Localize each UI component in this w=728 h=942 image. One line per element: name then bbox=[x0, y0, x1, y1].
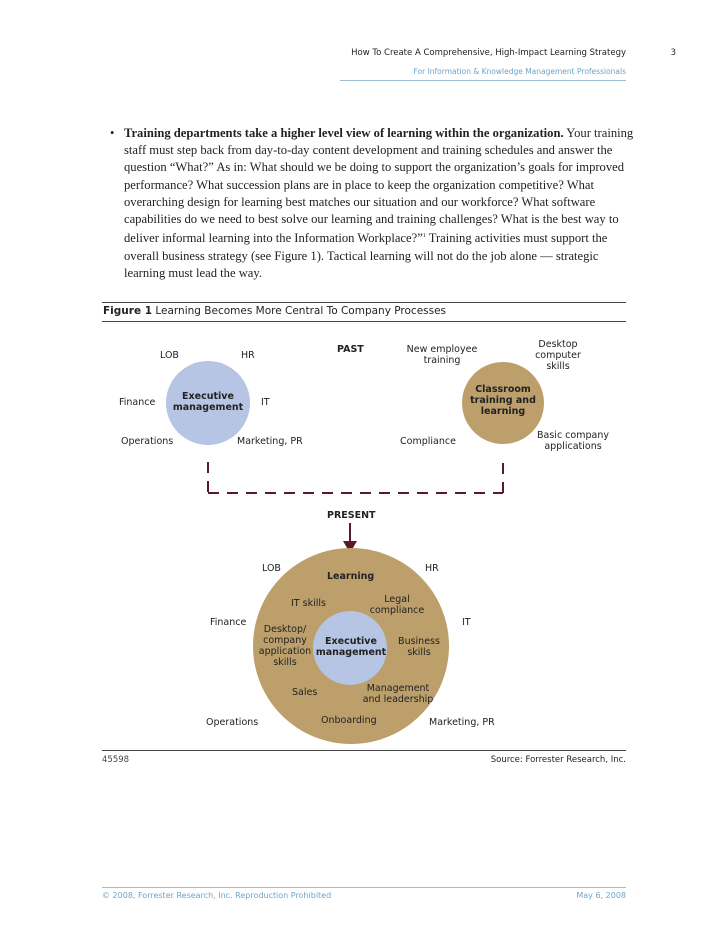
bullet-marker: • bbox=[110, 126, 115, 140]
running-header-subtitle: For Information & Knowledge Management Professionals bbox=[413, 67, 626, 76]
past-it: IT bbox=[261, 397, 270, 408]
present-operations: Operations bbox=[206, 717, 259, 728]
figure-title-text: Learning Becomes More Central To Company Processes bbox=[152, 305, 447, 317]
past-compliance: Compliance bbox=[400, 436, 456, 447]
past-classroom-label: Classroom training and learning bbox=[470, 384, 536, 417]
present-marketing: Marketing, PR bbox=[429, 717, 495, 728]
past-hr: HR bbox=[241, 350, 255, 361]
past-finance: Finance bbox=[119, 397, 156, 408]
present-hr: HR bbox=[425, 563, 439, 574]
past-desktop: Desktop computer skills bbox=[535, 339, 581, 372]
footer-rule bbox=[102, 887, 626, 888]
present-business: Business skills bbox=[398, 636, 440, 658]
footnote-ref: 1 bbox=[422, 233, 426, 240]
present-desktop-apps: Desktop/ company application skills bbox=[258, 624, 312, 668]
figure-source: Source: Forrester Research, Inc. bbox=[490, 755, 626, 765]
page-number: 3 bbox=[670, 48, 676, 58]
past-basic-apps: Basic company applications bbox=[537, 430, 609, 452]
present-learning-label: Learning bbox=[327, 571, 375, 582]
connector-dashed-path bbox=[208, 458, 503, 493]
present-sales: Sales bbox=[292, 687, 318, 698]
bullet-body: Your training staff must step back from day-to-day content development and training schedules and answer the question “What?” As in: What should we be doing to support the organization’s goals for improved performance? What succession plans are in place to keep the organization competitive? What overarching design for learning best matches our situation and our workforce? What software capabilities do we need to best solve our learning and training challenges? What is the best way to deliver informal learning into the Information Workplace?” bbox=[124, 126, 634, 246]
present-executive-label: Executive management bbox=[315, 636, 387, 658]
present-lob: LOB bbox=[262, 563, 281, 574]
past-label: PAST bbox=[337, 344, 364, 355]
past-new-employee: New employee training bbox=[406, 344, 478, 366]
present-label: PRESENT bbox=[327, 510, 376, 521]
past-lob: LOB bbox=[160, 350, 179, 361]
past-marketing: Marketing, PR bbox=[237, 436, 303, 447]
bullet-body-2: Training activities must support the overall business strategy (see Figure 1). Tactical learning will not do the job alone — strategic learning must lead the way. bbox=[124, 231, 608, 280]
past-executive-label: Executive management bbox=[172, 391, 244, 413]
footer-copyright: © 2008, Forrester Research, Inc. Reproduction Prohibited bbox=[102, 891, 332, 900]
figure-bottom-rule bbox=[102, 750, 626, 751]
present-it-skills: IT skills bbox=[291, 598, 326, 609]
present-onboarding: Onboarding bbox=[321, 715, 377, 726]
present-legal: Legal compliance bbox=[369, 594, 425, 616]
present-finance: Finance bbox=[210, 617, 247, 628]
figure-id: 45598 bbox=[102, 755, 130, 765]
past-operations: Operations bbox=[121, 436, 174, 447]
running-header-title: How To Create A Comprehensive, High-Impact Learning Strategy bbox=[351, 48, 626, 58]
present-it: IT bbox=[462, 617, 471, 628]
bullet-bold-lead: Training departments take a higher level view of learning within the organization. bbox=[124, 126, 564, 140]
footer-date: May 6, 2008 bbox=[576, 891, 626, 900]
figure-label: Figure 1 bbox=[103, 305, 153, 317]
present-management: Management and leadership bbox=[362, 683, 434, 705]
